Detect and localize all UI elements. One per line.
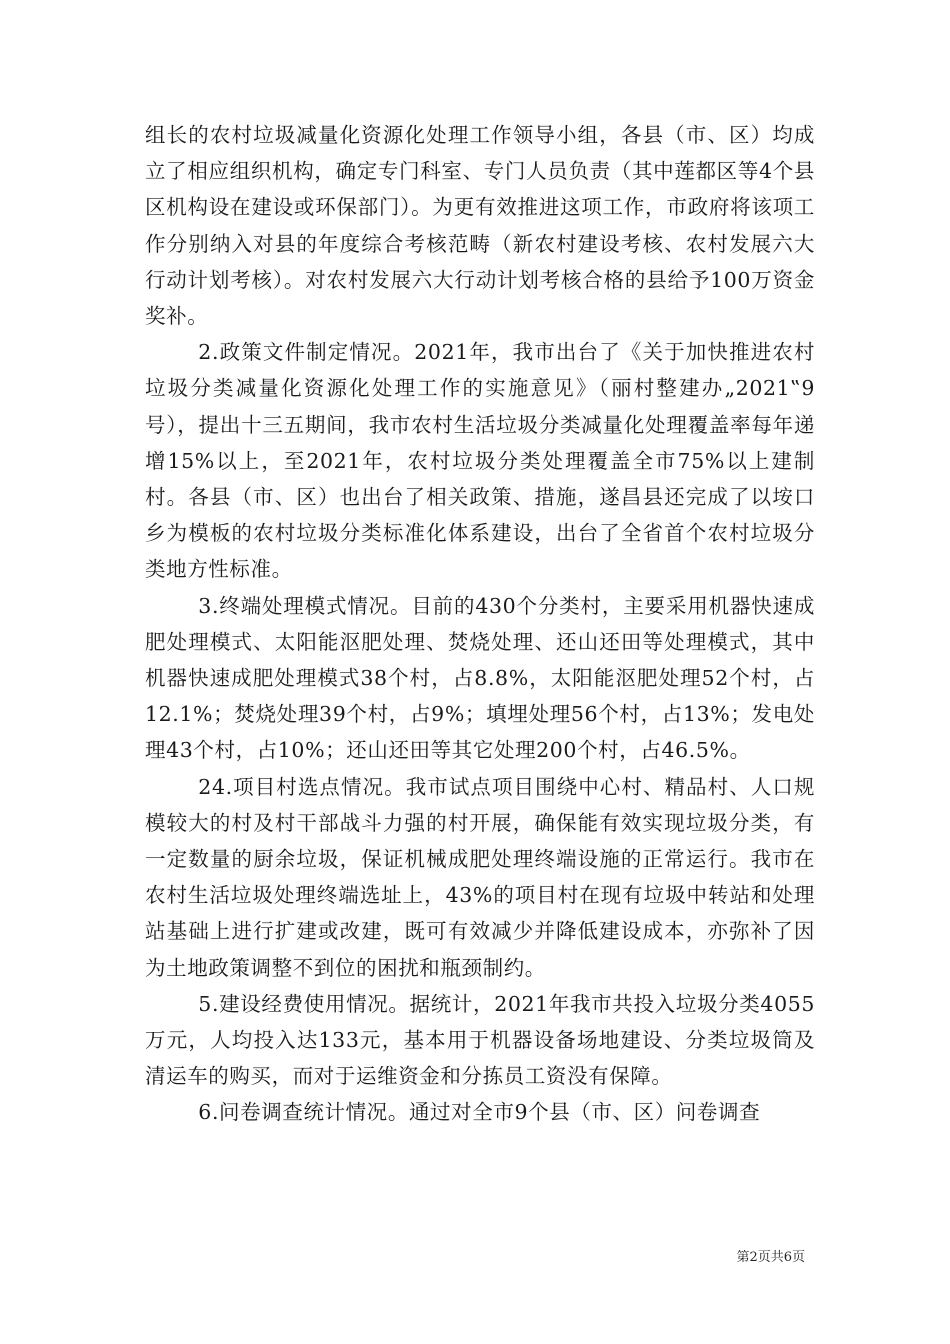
paragraph-continued: 组长的农村垃圾减量化资源化处理工作领导小组，各县（市、区）均成立了相应组织机构，确定专门科室、专门人员负责（其中莲都区等4个县区机构设在建设或环保部门）。为更有效推进这项工作，市政府将该项工作分别纳入对县的年度综合考核范畴（新农村建设考核、农村发展六大行动计划考核）。对农村发展六大行动计划考核合格的县给予100万资金奖补。 bbox=[145, 123, 815, 329]
paragraph-village-selection: 24.项目村选点情况。我市试点项目围绕中心村、精品村、人口规模较大的村及村干部战斗力强的村开展，确保能有效实现垃圾分类，有一定数量的厨余垃圾，保证机械成肥处理终端设施的正常运行。我市在农村生活垃圾处理终端选址上，43%的项目村在现有垃圾中转站和处理站基础上进行扩建或改建，既可有效减少并降低建设成本，亦弥补了因为土地政策调整不到位的困扰和瓶颈制约。 bbox=[145, 774, 815, 980]
paragraph-policy-documents: 2.政策文件制定情况。2021年，我市出台了《关于加快推进农村垃圾分类减量化资源化处理工作的实施意见》（丽村整建办„2021‟9号），提出十三五期间，我市农村生活垃圾分类减量化处理覆盖率每年递增15%以上，至2021年，农村垃圾分类处理覆盖全市75%以上建制村。各县（市、区）也出台了相关政策、措施，遂昌县还完成了以垵口乡为模板的农村垃圾分类标准化体系建设，出台了全省首个农村垃圾分类地方性标准。 bbox=[145, 340, 815, 582]
paragraph-terminal-processing: 3.终端处理模式情况。目前的430个分类村，主要采用机器快速成肥处理模式、太阳能沤肥处理、焚烧处理、还山还田等处理模式，其中机器快速成肥处理模式38个村，占8.8%，太阳能沤肥处理52个村，占12.1%；焚烧处理39个村，占9%；填埋处理56个村，占13%；发电处理43个村，占10%；还山还田等其它处理200个村，占46.5%。 bbox=[145, 593, 815, 763]
page-number: 第2页共6页 bbox=[736, 1250, 805, 1265]
paragraph-funding-usage: 5.建设经费使用情况。据统计，2021年我市共投入垃圾分类4055万元，人均投入达133元，基本用于机器设备场地建设、分类垃圾筒及清运车的购买，而对于运维资金和分拣员工资没有保障。 bbox=[145, 991, 815, 1089]
paragraph-survey-statistics: 6.问卷调查统计情况。通过对全市9个县（市、区）问卷调查 bbox=[198, 1100, 761, 1125]
document-body bbox=[145, 117, 815, 1131]
